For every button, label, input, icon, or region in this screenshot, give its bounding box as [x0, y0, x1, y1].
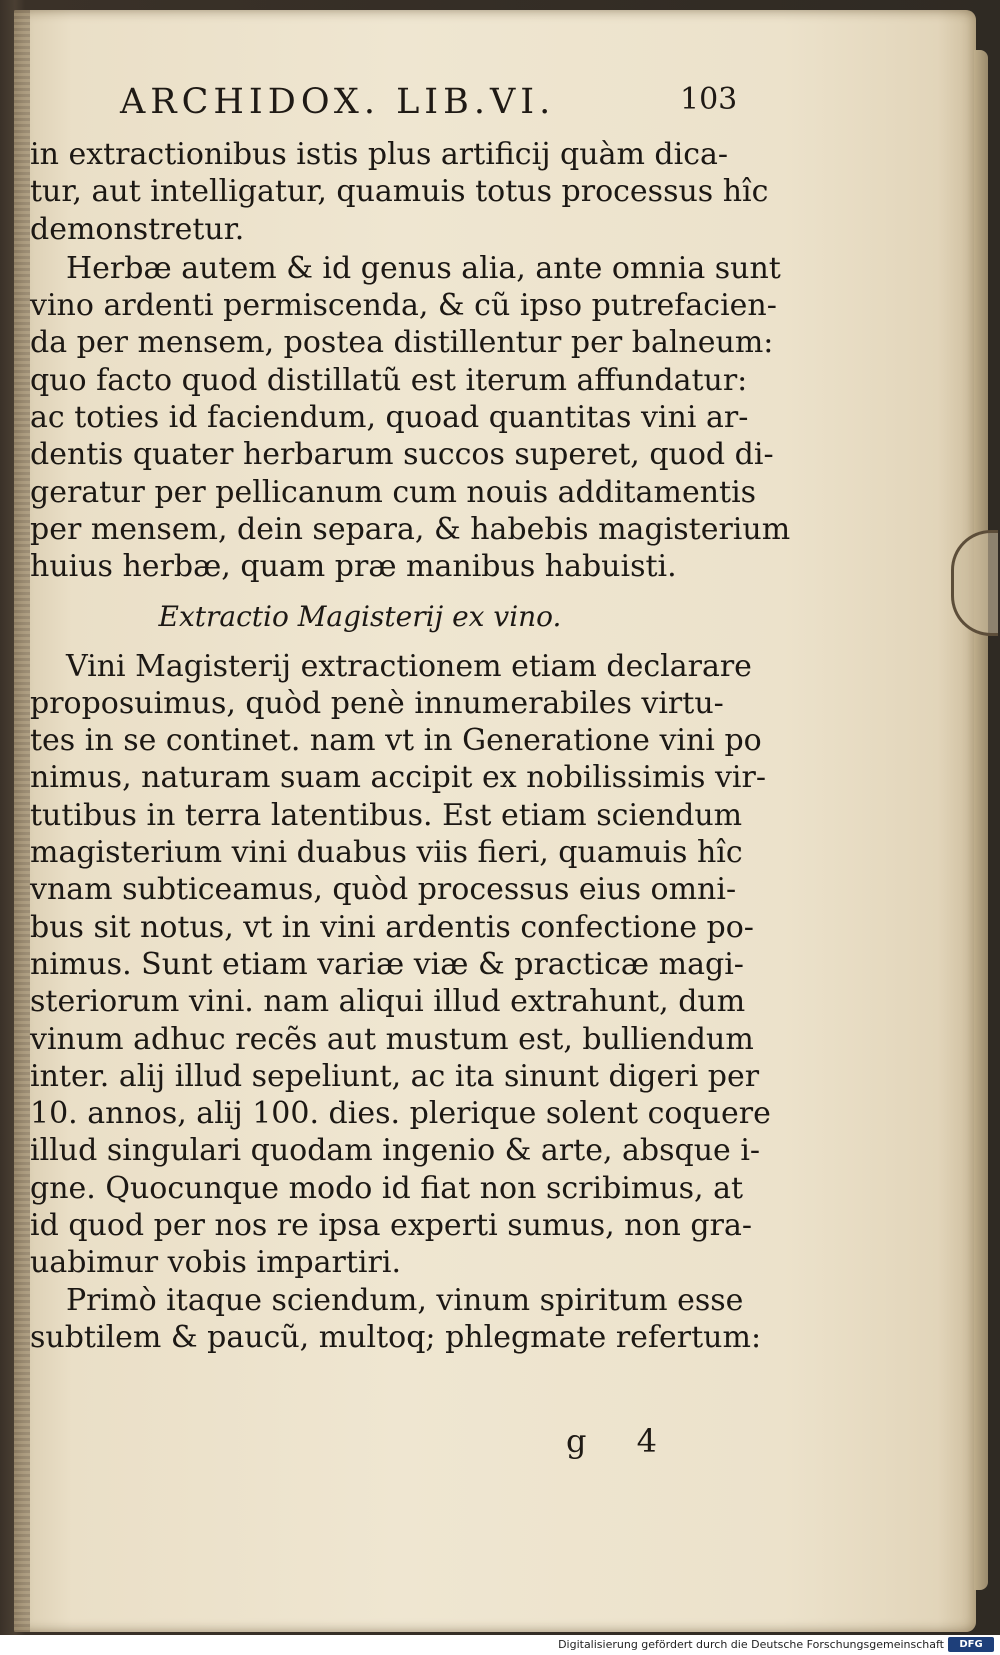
paragraph-1	[30, 136, 769, 248]
text-line: gne. Quocunque modo id fiat non scribimus, at	[30, 1170, 744, 1206]
footer-credit: Digitalisierung gefördert durch die Deutsche Forschungsgemeinschaft	[558, 1638, 944, 1651]
bookmark-clip	[951, 530, 998, 636]
running-head: ARCHIDOX. LIB.VI.	[120, 82, 556, 122]
text-line: tur, aut intelligatur, quamuis totus processus hîc	[30, 174, 769, 210]
text-line: in extractionibus istis plus artificij quàm dica-	[30, 137, 729, 172]
text-line: demonstretur.	[30, 211, 245, 247]
paragraph-2	[30, 250, 791, 586]
text-line: 10. annos, alij 100. dies. plerique solent coquere	[30, 1096, 771, 1132]
paragraph-3	[30, 648, 771, 1282]
text-line: tutibus in terra latentibus. Est etiam sciendum	[30, 797, 743, 833]
text-line: Primò itaque sciendum, vinum spiritum esse	[66, 1282, 744, 1318]
page-gutter	[14, 10, 30, 1632]
text-line: inter. alij illud sepeliunt, ac ita sinunt digeri per	[30, 1058, 760, 1094]
digitization-footer	[0, 1635, 1000, 1655]
text-line: per mensem, dein separa, & habebis magisterium	[30, 511, 791, 547]
text-line: vino ardenti permiscenda, & cũ ipso putrefacien-	[30, 288, 777, 324]
text-line: subtilem & paucũ, multoq; phlegmate refertum:	[30, 1319, 762, 1355]
text-line: da per mensem, postea distillentur per balneum:	[30, 325, 774, 361]
text-line: quo facto quod distillatũ est iterum affundatur:	[30, 362, 748, 398]
text-line: Vini Magisterij extractionem etiam declarare	[66, 648, 752, 684]
text-line: steriorum vini. nam aliqui illud extrahunt, dum	[30, 984, 746, 1020]
text-line: illud singulari quodam ingenio & arte, absque i-	[30, 1133, 761, 1169]
text-line: proposuimus, quòd penè innumerabiles virtu-	[30, 685, 724, 721]
paragraph-4	[30, 1282, 762, 1357]
text-line: vnam subticeamus, quòd processus eius omni-	[30, 872, 737, 908]
section-heading: Extractio Magisterij ex vino.	[158, 599, 562, 633]
dfg-logo: DFG	[948, 1637, 994, 1652]
text-line: uabimur vobis impartiri.	[30, 1245, 401, 1281]
text-line: huius herbæ, quam præ manibus habuisti.	[30, 549, 677, 585]
folio-number: 103	[680, 82, 738, 117]
text-line: nimus, naturam suam accipit ex nobilissimis vir-	[30, 760, 766, 796]
text-line: Herbæ autem & id genus alia, ante omnia sunt	[66, 250, 781, 286]
text-line: tes in se continet. nam vt in Generatione vini po	[30, 723, 762, 759]
text-line: ac toties id faciendum, quoad quantitas vini ar-	[30, 400, 749, 436]
text-line: bus sit notus, vt in vini ardentis confectione po-	[30, 909, 754, 945]
text-line: geratur per pellicanum cum nouis additamentis	[30, 474, 757, 510]
text-line: dentis quater herbarum succos superet, quod di-	[30, 437, 774, 473]
text-line: nimus. Sunt etiam variæ viæ & practicæ magi-	[30, 946, 744, 982]
body-text	[30, 136, 791, 1356]
page-edge	[974, 50, 988, 1590]
text-line: magisterium vini duabus viis fieri, quamuis hîc	[30, 835, 743, 871]
text-line: vinum adhuc recẽs aut mustum est, bulliendum	[30, 1021, 754, 1057]
text-line: id quod per nos re ipsa experti sumus, non gra-	[30, 1208, 752, 1244]
signature-mark: g 4	[566, 1422, 678, 1460]
